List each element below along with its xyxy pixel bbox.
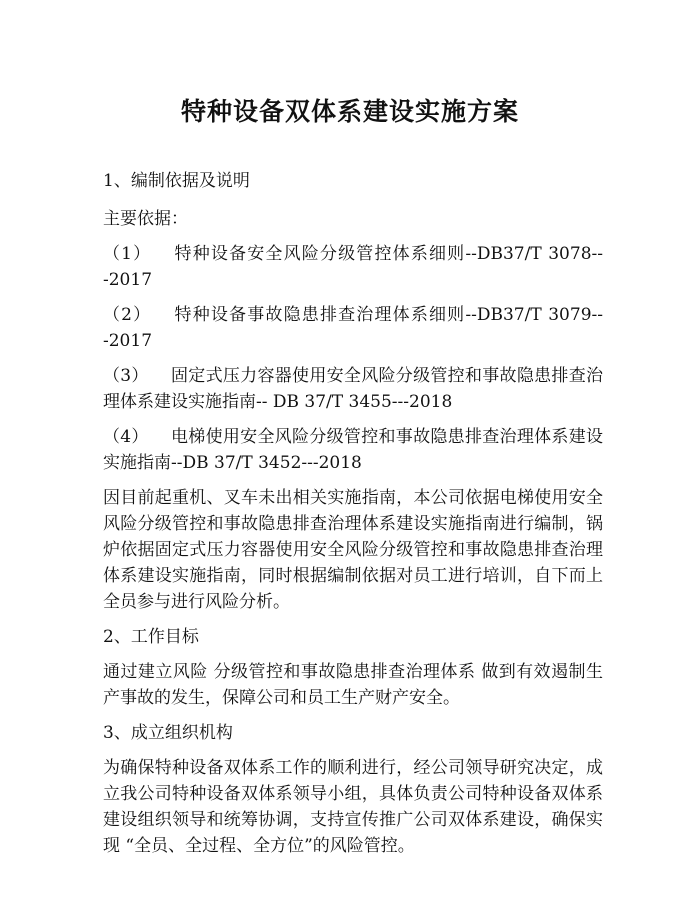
basis-item-text: 固定式压力容器使用安全风险分级管控和事故隐患排查治理体系建设实施指南-- DB 37/T 3455---2018 — [103, 366, 603, 412]
basis-item-text: 特种设备安全风险分级管控体系细则--DB37/T 3078---2017 — [103, 244, 603, 290]
basis-item-4 — [103, 424, 603, 476]
main-basis-label: 主要依据： — [103, 209, 188, 229]
section-3-heading: 3、成立组织机构 — [103, 723, 233, 743]
basis-item-number: （4） — [103, 427, 149, 447]
basis-item-3 — [103, 363, 603, 415]
section-3-paragraph: 为确保特种设备双体系工作的顺利进行，经公司领导研究决定，成立我公司特种设备双体系领导小组，具体负责公司特种设备双体系建设组织领导和统筹协调，支持宣传推广公司双体系建设，确保实现 “全员、全过程、全方位”的风险管控。 — [103, 758, 603, 856]
document-title: 特种设备双体系建设实施方案 — [180, 97, 519, 126]
basis-item-number: （1） — [103, 244, 152, 264]
section-2-heading: 2、工作目标 — [103, 627, 199, 647]
basis-item-number: （2） — [103, 305, 152, 325]
basis-item-text: 电梯使用安全风险分级管控和事故隐患排查治理体系建设实施指南--DB 37/T 3452---2018 — [103, 427, 603, 473]
section-2-paragraph: 通过建立风险 分级管控和事故隐患排查治理体系 做到有效遏制生产事故的发生，保障公司和员工生产财产安全。 — [103, 662, 603, 708]
basis-item-2 — [103, 302, 603, 354]
basis-item-number: （3） — [103, 366, 149, 386]
document-body — [103, 168, 603, 868]
section-1-paragraph: 因目前起重机、叉车未出相关实施指南，本公司依据电梯使用安全风险分级管控和事故隐患排查治理体系建设实施指南进行编制，锅炉依据固定式压力容器使用安全风险分级管控和事故隐患排查治理体系建设实施指南，同时根据编制依据对员工进行培训，自下而上全员参与进行风险分析。 — [103, 488, 603, 612]
section-1-heading: 1、编制依据及说明 — [103, 171, 250, 191]
basis-item-1 — [103, 241, 603, 293]
basis-item-text: 特种设备事故隐患排查治理体系细则--DB37/T 3079---2017 — [103, 305, 603, 351]
